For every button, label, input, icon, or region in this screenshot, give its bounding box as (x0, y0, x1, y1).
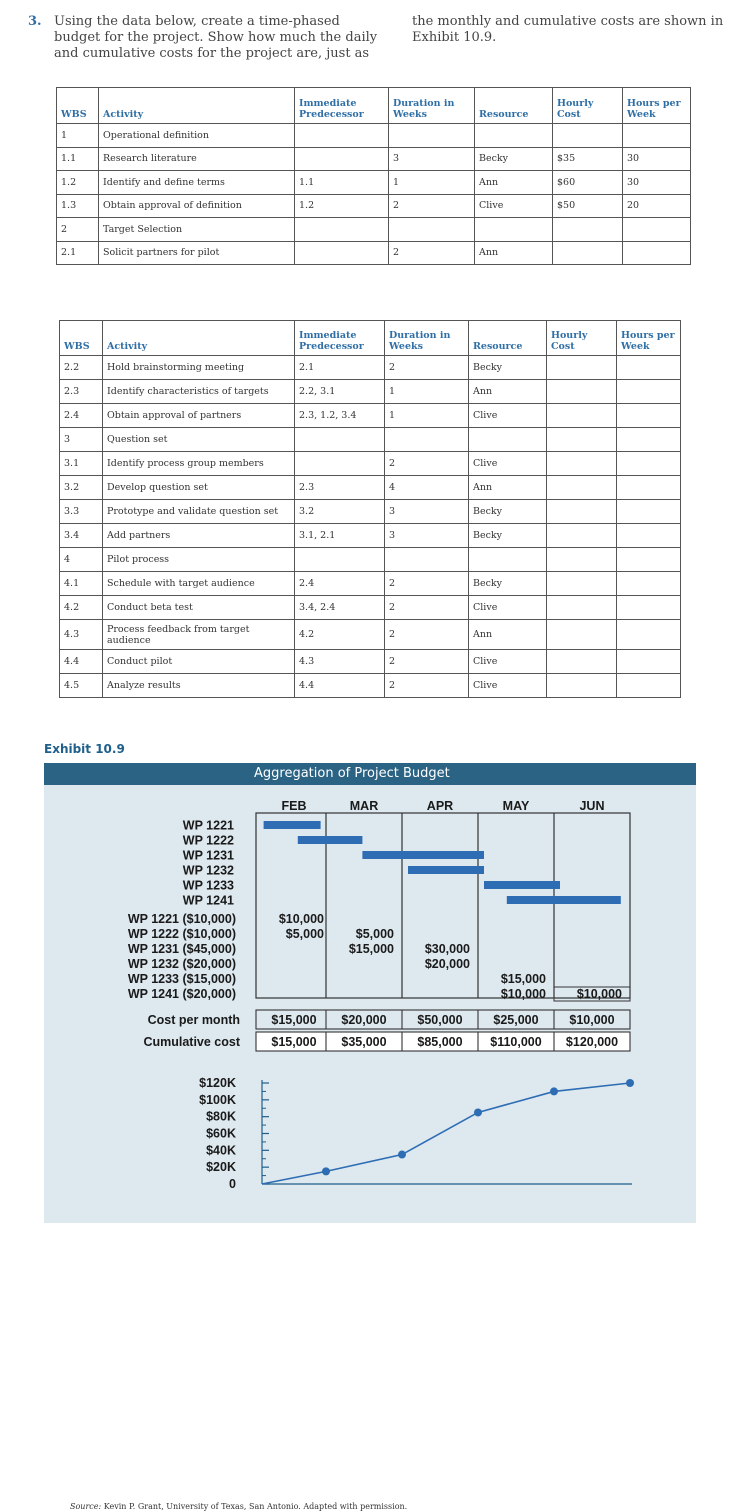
table-cell: Hold brainstorming meeting (103, 356, 295, 380)
work-package-budget-label: WP 1241 ($20,000) (127, 987, 236, 1001)
table-cell (623, 124, 691, 148)
question-col1 (54, 14, 384, 62)
gantt-bar (408, 866, 484, 874)
table-cell (295, 147, 389, 171)
column-header: Activity (103, 321, 295, 356)
table-row (60, 524, 681, 548)
table-cell: 2.2 (60, 356, 103, 380)
table-cell: 1.1 (295, 171, 389, 195)
y-tick-label: $60K (206, 1126, 236, 1141)
month-label: APR (426, 799, 454, 813)
work-package-label: WP 1232 (182, 863, 234, 878)
table-cell: 3 (385, 500, 469, 524)
y-tick-label: $80K (206, 1109, 236, 1124)
table-cell: 2 (57, 218, 99, 242)
table-cell: Identify characteristics of targets (103, 380, 295, 404)
work-package-budget-label: WP 1233 ($15,000) (127, 972, 236, 986)
month-label: FEB (281, 799, 307, 813)
table-cell: Pilot process (103, 548, 295, 572)
table-cell: 2.3 (295, 476, 385, 500)
cumulative-cost-value: $110,000 (490, 1035, 542, 1049)
table-row (57, 124, 691, 148)
table-cell (617, 674, 681, 698)
table-cell (617, 572, 681, 596)
table-cell: 2 (385, 650, 469, 674)
table-row (60, 674, 681, 698)
table-cell: Clive (469, 452, 547, 476)
question-line: and cumulative costs for the project are, just as (54, 46, 370, 61)
exhibit-title: Aggregation of Project Budget (254, 766, 450, 781)
monthly-budget-value: $10,000 (576, 987, 622, 1001)
table-cell (547, 572, 617, 596)
work-package-label: WP 1221 (182, 818, 234, 833)
y-tick-label: $20K (206, 1160, 236, 1175)
table-row (60, 548, 681, 572)
table-cell: 30 (623, 171, 691, 195)
work-package-budget-label: WP 1222 ($10,000) (127, 927, 236, 941)
y-tick-label: 0 (229, 1177, 236, 1191)
table-cell (547, 380, 617, 404)
y-tick-label: $120K (199, 1076, 236, 1090)
table-cell: 4.1 (60, 572, 103, 596)
table-cell (553, 124, 623, 148)
work-package-budget-label: WP 1221 ($10,000) (127, 912, 236, 926)
column-header: Activity (99, 88, 295, 124)
table-row (60, 500, 681, 524)
table-cell: Analyze results (103, 674, 295, 698)
table-cell: 2 (385, 572, 469, 596)
work-package-label: WP 1241 (182, 893, 234, 908)
table-cell: Clive (469, 674, 547, 698)
cumulative-cost-value: $85,000 (417, 1035, 463, 1049)
table-cell: 3.4 (60, 524, 103, 548)
table-cell: 1.2 (295, 194, 389, 218)
month-label: MAR (349, 799, 379, 813)
table-cell (547, 620, 617, 650)
table-cell (389, 218, 475, 242)
gantt-bar (484, 881, 560, 889)
table-row (57, 241, 691, 265)
column-header: Hourly Cost (553, 88, 623, 124)
monthly-budget-value: $10,000 (500, 987, 546, 1001)
table-cell: Clive (475, 194, 553, 218)
table-cell: Operational definition (99, 124, 295, 148)
table-cell (295, 218, 389, 242)
table-cell (617, 356, 681, 380)
table-cell (475, 124, 553, 148)
table-cell: 3.1, 2.1 (295, 524, 385, 548)
table-row (57, 147, 691, 171)
table-cell: 2.1 (57, 241, 99, 265)
table-cell (547, 650, 617, 674)
table-cell (617, 452, 681, 476)
table-cell: Clive (469, 596, 547, 620)
cumulative-cost-point (550, 1087, 558, 1095)
table-cell: Ann (469, 476, 547, 500)
work-package-label: WP 1231 (182, 848, 234, 863)
table-cell: 4.2 (295, 620, 385, 650)
question-number: 3. (28, 14, 42, 29)
table-cell (623, 218, 691, 242)
table-cell: Prototype and validate question set (103, 500, 295, 524)
table-cell: Obtain approval of partners (103, 404, 295, 428)
table-row (60, 572, 681, 596)
table-cell: Identify and define terms (99, 171, 295, 195)
question-line: budget for the project. Show how much the daily (54, 30, 378, 45)
table-cell: 1.3 (57, 194, 99, 218)
work-package-budget-label: WP 1231 ($45,000) (127, 942, 236, 956)
cost-per-month-value: $50,000 (417, 1013, 463, 1027)
table-cell: Ann (469, 380, 547, 404)
column-header: Duration in Weeks (389, 88, 475, 124)
cumulative-cost-point (398, 1151, 406, 1159)
column-header: Hours per Week (617, 321, 681, 356)
table-cell (295, 548, 385, 572)
table-cell: 1.1 (57, 147, 99, 171)
cost-per-month-label: Cost per month (147, 1013, 240, 1027)
table-cell: Process feedback from target audience (103, 620, 295, 650)
question-line: Exhibit 10.9. (412, 30, 497, 45)
table-cell (475, 218, 553, 242)
cost-per-month-value: $10,000 (569, 1013, 615, 1027)
question-line: Using the data below, create a time-phased (54, 14, 340, 29)
table-cell: 3.3 (60, 500, 103, 524)
table-cell (547, 356, 617, 380)
table-cell: Ann (475, 171, 553, 195)
gantt-bar (507, 896, 621, 904)
exhibit-label: Exhibit 10.9 (44, 742, 125, 756)
monthly-budget-value: $15,000 (500, 972, 546, 986)
table-row (60, 452, 681, 476)
table-cell (617, 380, 681, 404)
table-cell: 30 (623, 147, 691, 171)
table-cell: $50 (553, 194, 623, 218)
table-cell (617, 596, 681, 620)
table-cell (295, 241, 389, 265)
table-cell: 3 (389, 147, 475, 171)
table-row (57, 171, 691, 195)
table-cell: 2 (385, 674, 469, 698)
source-note: Source: Kevin P. Grant, University of Texas, San Antonio. Adapted with permission. (70, 1502, 408, 1511)
gantt-bar (298, 836, 363, 844)
column-header: WBS (57, 88, 99, 124)
table-cell: 1.2 (57, 171, 99, 195)
cost-per-month-value: $15,000 (271, 1013, 317, 1027)
table-cell (617, 404, 681, 428)
table-cell (623, 241, 691, 265)
monthly-budget-value: $15,000 (348, 942, 394, 956)
table-row (57, 218, 691, 242)
column-header: Hours per Week (623, 88, 691, 124)
table-cell (385, 548, 469, 572)
table-row (60, 620, 681, 650)
table-cell (469, 428, 547, 452)
table-cell (295, 124, 389, 148)
table-cell: 3.1 (60, 452, 103, 476)
column-header: WBS (60, 321, 103, 356)
table-cell: 2 (385, 596, 469, 620)
work-package-budget-label: WP 1232 ($20,000) (127, 957, 236, 971)
table-row (60, 404, 681, 428)
question-line: the monthly and cumulative costs are shown in (412, 14, 724, 29)
table-cell: 1 (385, 404, 469, 428)
table-cell (617, 476, 681, 500)
table-cell: Research literature (99, 147, 295, 171)
table-header-row (60, 321, 681, 356)
cumulative-cost-value: $35,000 (341, 1035, 387, 1049)
table-cell: 3.2 (60, 476, 103, 500)
table-cell (389, 124, 475, 148)
table-row (60, 476, 681, 500)
column-header: Duration in Weeks (385, 321, 469, 356)
table-cell (547, 548, 617, 572)
column-header: Resource (475, 88, 553, 124)
table-cell: Conduct beta test (103, 596, 295, 620)
table-cell (547, 404, 617, 428)
table-cell (547, 500, 617, 524)
table-cell (553, 218, 623, 242)
table-row (60, 356, 681, 380)
table-cell: 20 (623, 194, 691, 218)
table-cell: Ann (469, 620, 547, 650)
table-cell: Target Selection (99, 218, 295, 242)
table-cell: Add partners (103, 524, 295, 548)
table-cell: 1 (385, 380, 469, 404)
table-cell: 4.2 (60, 596, 103, 620)
table-cell (295, 452, 385, 476)
table-cell: Clive (469, 650, 547, 674)
column-header: Hourly Cost (547, 321, 617, 356)
table-row (60, 380, 681, 404)
work-package-label: WP 1233 (182, 878, 234, 893)
table-cell: Solicit partners for pilot (99, 241, 295, 265)
cumulative-cost-point (322, 1167, 330, 1175)
table-cell: Becky (469, 572, 547, 596)
table-cell: Identify process group members (103, 452, 295, 476)
monthly-budget-value: $10,000 (278, 912, 324, 926)
table-cell: Obtain approval of definition (99, 194, 295, 218)
budget-exhibit-panel (44, 763, 696, 1511)
table-cell: $60 (553, 171, 623, 195)
table-cell (295, 428, 385, 452)
table-cell (617, 428, 681, 452)
table-cell: Becky (469, 356, 547, 380)
table-cell: 2.1 (295, 356, 385, 380)
table-row (60, 428, 681, 452)
table-cell: Schedule with target audience (103, 572, 295, 596)
table-cell (547, 674, 617, 698)
table-cell (617, 524, 681, 548)
table-cell: 1 (389, 171, 475, 195)
monthly-budget-value: $20,000 (424, 957, 470, 971)
table-cell: Becky (469, 500, 547, 524)
question-col2 (412, 14, 732, 46)
table-cell (553, 241, 623, 265)
table-cell (617, 548, 681, 572)
table-cell: 2 (385, 452, 469, 476)
table-cell: Becky (475, 147, 553, 171)
table-header-row (57, 88, 691, 124)
table-cell: 2.3 (60, 380, 103, 404)
table-cell: 2 (389, 241, 475, 265)
monthly-budget-value: $5,000 (355, 927, 394, 941)
cost-per-month-value: $20,000 (341, 1013, 387, 1027)
cumulative-cost-point (626, 1079, 634, 1087)
table-cell (617, 620, 681, 650)
cumulative-cost-point (474, 1108, 482, 1116)
table-cell (385, 428, 469, 452)
table-cell: 2.4 (295, 572, 385, 596)
table-cell: 4.3 (295, 650, 385, 674)
table-cell: 2.3, 1.2, 3.4 (295, 404, 385, 428)
table-cell: 2 (385, 356, 469, 380)
gantt-bar (264, 821, 321, 829)
table-cell: 4.3 (60, 620, 103, 650)
table-cell: 1 (57, 124, 99, 148)
table-cell: Ann (475, 241, 553, 265)
month-label: MAY (502, 799, 530, 813)
table-cell: Question set (103, 428, 295, 452)
wbs-table-2 (59, 320, 681, 698)
column-header: Immediate Predecessor (295, 88, 389, 124)
table-cell: 3 (385, 524, 469, 548)
work-package-label: WP 1222 (182, 833, 234, 848)
table-cell: 4 (60, 548, 103, 572)
table-cell: 4.4 (295, 674, 385, 698)
table-cell (617, 500, 681, 524)
cumulative-cost-line (262, 1083, 630, 1184)
cost-per-month-value: $25,000 (493, 1013, 539, 1027)
table-cell (547, 428, 617, 452)
column-header: Immediate Predecessor (295, 321, 385, 356)
table-cell: 3.2 (295, 500, 385, 524)
table-cell: 3 (60, 428, 103, 452)
y-tick-label: $40K (206, 1143, 236, 1158)
table-cell: 4.5 (60, 674, 103, 698)
table-row (60, 650, 681, 674)
table-row (57, 194, 691, 218)
y-tick-label: $100K (199, 1092, 236, 1107)
table-cell: 4.4 (60, 650, 103, 674)
table-cell (469, 548, 547, 572)
table-cell: 3.4, 2.4 (295, 596, 385, 620)
table-cell: $35 (553, 147, 623, 171)
table-cell: Conduct pilot (103, 650, 295, 674)
cumulative-cost-label: Cumulative cost (143, 1035, 240, 1049)
gantt-bar (362, 851, 484, 859)
table-cell: 2 (385, 620, 469, 650)
wbs-table-1 (56, 87, 691, 265)
table-cell: 4 (385, 476, 469, 500)
table-cell: Develop question set (103, 476, 295, 500)
table-cell: 2 (389, 194, 475, 218)
table-cell: Becky (469, 524, 547, 548)
budget-chart (44, 763, 696, 1223)
table-cell (547, 524, 617, 548)
table-cell (547, 596, 617, 620)
monthly-budget-value: $5,000 (285, 927, 324, 941)
table-cell (547, 452, 617, 476)
table-cell: 2.2, 3.1 (295, 380, 385, 404)
cumulative-cost-value: $120,000 (565, 1035, 619, 1049)
monthly-budget-value: $30,000 (424, 942, 470, 956)
column-header: Resource (469, 321, 547, 356)
table-cell (547, 476, 617, 500)
month-label: JUN (579, 799, 605, 813)
table-cell (617, 650, 681, 674)
cumulative-cost-value: $15,000 (271, 1035, 317, 1049)
table-cell: 2.4 (60, 404, 103, 428)
table-row (60, 596, 681, 620)
table-cell: Clive (469, 404, 547, 428)
